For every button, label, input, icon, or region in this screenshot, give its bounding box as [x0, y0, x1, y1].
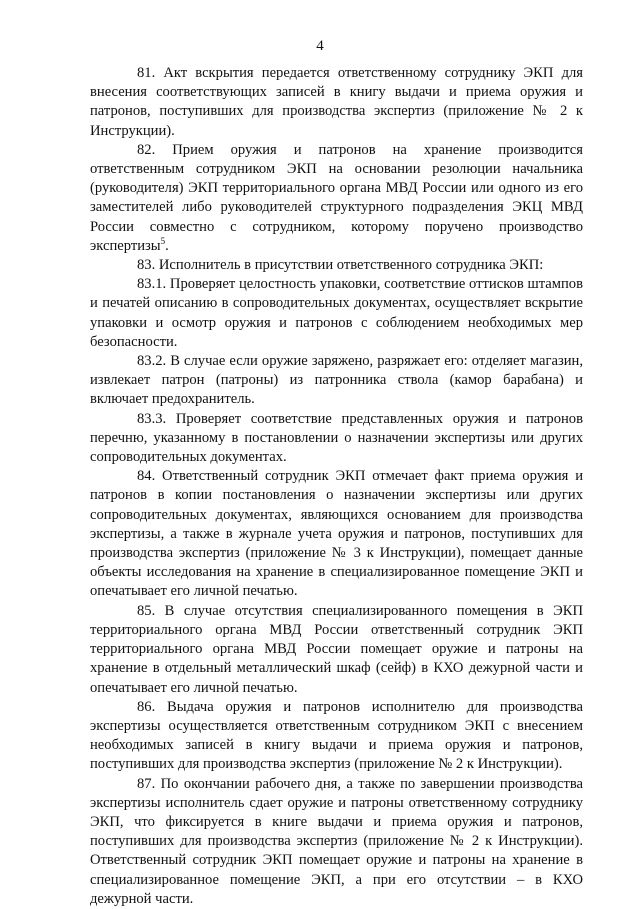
paragraph-82-tail: .: [165, 237, 169, 254]
paragraph-83-2: 83.2. В случае если оружие заряжено, разряжает его: отделяет магазин, извлекает патрон (патроны) из патронника ствола (камор барабана) и включает предохранитель.: [90, 353, 583, 408]
page-number: 4: [316, 38, 324, 54]
paragraph-82: [90, 141, 583, 256]
paragraph-82-text: 82. Прием оружия и патронов на хранение производится ответственным сотрудником ЭКП на основании резолюции начальника (руководителя) ЭКП территориального органа МВД России или одного из его заместителей либо руководителей структурного подразделения ЭКЦ МВД России совместно с сотрудником, которому поручено производство экспертизы: [90, 141, 583, 254]
paragraph-86: 86. Выдача оружия и патронов исполнителю для производства экспертизы осуществляется ответственным сотрудником ЭКП с внесением необходимых записей в книгу выдачи и приема оружия и патронов, поступивших для производства экспертиз (приложение № 2 к Инструкции).: [90, 698, 583, 773]
footnote-marker: 5: [160, 235, 166, 246]
paragraph-83-3: 83.3. Проверяет соответствие представленных оружия и патронов перечню, указанному в постановлении о назначении экспертизы или других сопроводительных документах.: [90, 410, 583, 466]
paragraph-85: 85. В случае отсутствия специализированного помещения в ЭКП территориального органа МВД России ответственный сотрудник ЭКП территориального органа МВД России помещает оружие и патроны на хранение в отдельный металлический шкаф (сейф) в КХО дежурной части и опечатывает его личной печатью.: [90, 602, 583, 696]
paragraph-81: 81. Акт вскрытия передается ответственному сотруднику ЭКП для внесения соответствующих записей в книгу выдачи и приема оружия и патронов, поступивших для производства экспертиз (приложение № 2 к Инструкции).: [90, 65, 583, 139]
paragraph-83-1: 83.1. Проверяет целостность упаковки, соответствие оттисков штампов и печатей описанию в сопроводительных документах, осуществляет вскрытие упаковки и осмотр оружия и патронов с соблюдением необходимых мер безопасности.: [90, 276, 583, 350]
paragraph-84: 84. Ответственный сотрудник ЭКП отмечает факт приема оружия и патронов в копии постановления о назначении экспертизы или других сопроводительных документах, являющихся основанием для производства экспертизы, а также в журнале учета оружия и патронов, поступивших для производства экспертиз (приложение № 3 к Инструкции), помещает данные объекты исследования на хранение в специализированное помещение ЭКП и опечатывает его личной печатью.: [90, 468, 583, 600]
paragraph-87: 87. По окончании рабочего дня, а также по завершении производства экспертизы исполнитель сдает оружие и патроны ответственному сотруднику ЭКП, что фиксируется в книге выдачи и приема оружия и патронов, поступивших для производства экспертиз (приложение № 2 к Инструкции). Ответственный сотрудник ЭКП помещает оружие и патроны на хранение в специализированное помещение ЭКП, а при его отсутствии – в КХО дежурной части.: [90, 775, 583, 907]
paragraph-83: 83. Исполнитель в присутствии ответственного сотрудника ЭКП:: [137, 257, 544, 274]
document-body: [90, 64, 583, 909]
